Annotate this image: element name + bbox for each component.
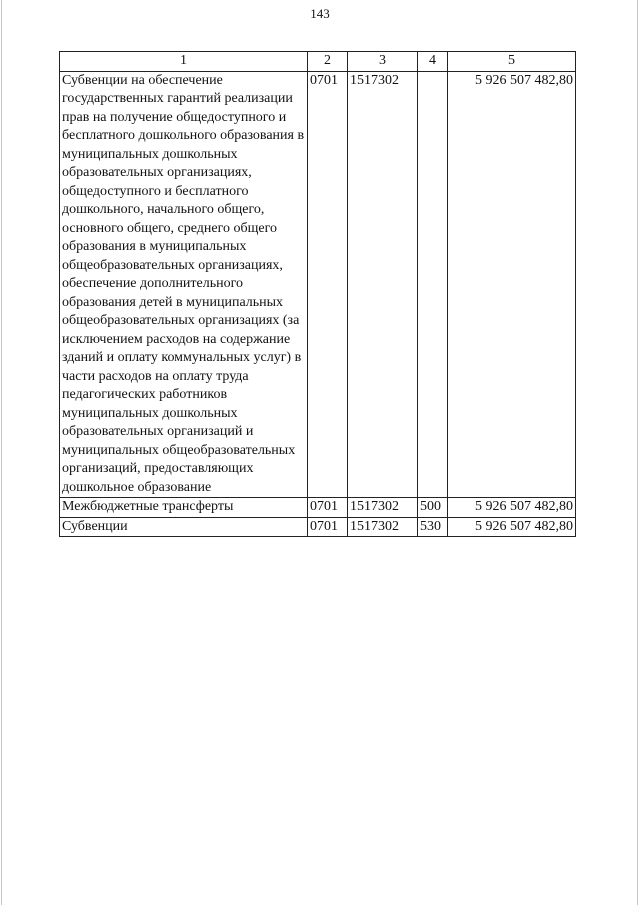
- header-col-3: 3: [348, 52, 418, 72]
- row-target-code: 1517302: [348, 517, 418, 537]
- header-col-2: 2: [308, 52, 348, 72]
- table-header-row: [60, 52, 576, 72]
- header-col-4: 4: [418, 52, 448, 72]
- row-section-code: 0701: [308, 517, 348, 537]
- row-name: Межбюджетные трансферты: [60, 498, 308, 518]
- row-section-code: 0701: [308, 498, 348, 518]
- page-edge-right: [637, 0, 638, 905]
- table-row: [60, 498, 576, 518]
- row-type-code: 500: [418, 498, 448, 518]
- row-amount: 5 926 507 482,80: [448, 498, 576, 518]
- row-name: Субвенции: [60, 517, 308, 537]
- row-type-code: 530: [418, 517, 448, 537]
- row-amount: 5 926 507 482,80: [448, 517, 576, 537]
- header-col-1: 1: [60, 52, 308, 72]
- row-amount: 5 926 507 482,80: [448, 71, 576, 498]
- table-row: [60, 71, 576, 498]
- row-section-code: 0701: [308, 71, 348, 498]
- row-name: Субвенции на обеспечение государственных гарантий реализации прав на получение общедоступного и бесплатного дошкольного образования в муниципальных дошкольных образовательных организациях, общедоступного и бесплатного дошкольного, начального общего, основного общего, среднего общего образования в муниципальных общеобразовательных организациях, обеспечение дополнительного образования детей в муниципальных общеобразовательных организациях (за исключением расходов на содержание зданий и оплату коммунальных услуг) в части расходов на оплату труда педагогических работников муниципальных дошкольных образовательных организаций и муниципальных общеобразовательных организаций, предоставляющих дошкольное образование: [60, 71, 308, 498]
- header-col-5: 5: [448, 52, 576, 72]
- row-type-code: [418, 71, 448, 498]
- page-number: 143: [310, 6, 330, 21]
- page-edge-left: [1, 0, 2, 905]
- budget-table: [59, 51, 576, 537]
- row-target-code: 1517302: [348, 71, 418, 498]
- row-target-code: 1517302: [348, 498, 418, 518]
- table-row: [60, 517, 576, 537]
